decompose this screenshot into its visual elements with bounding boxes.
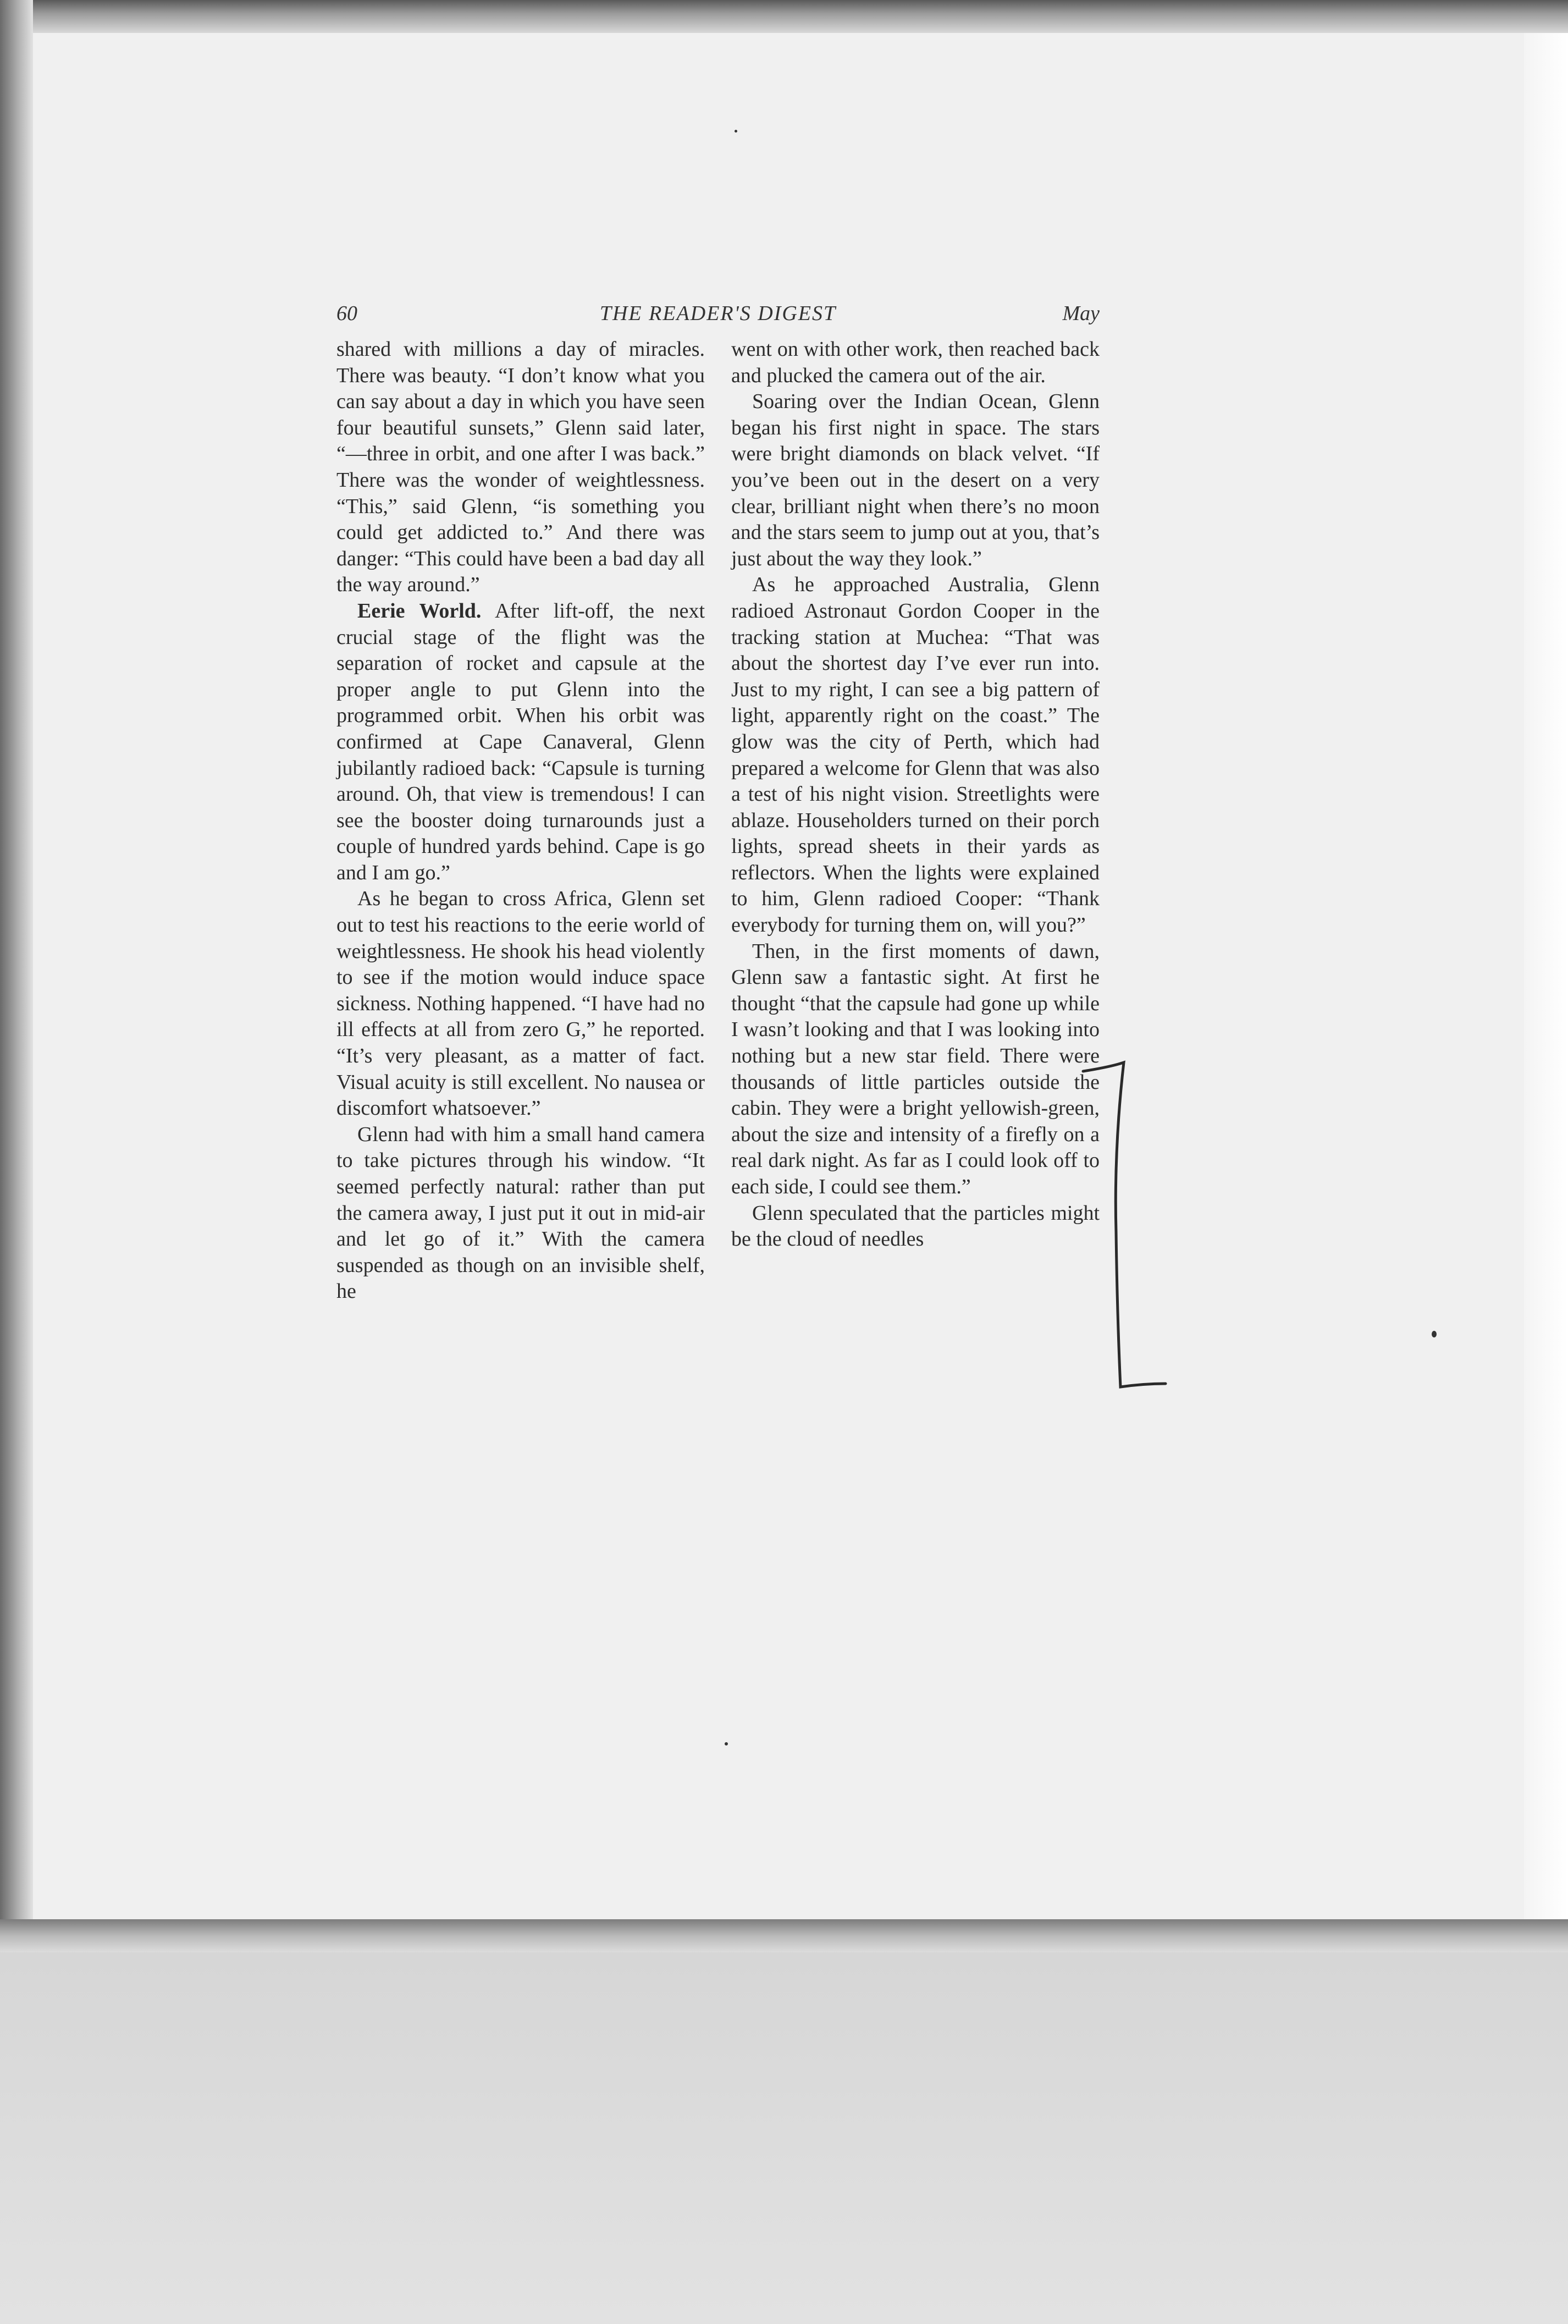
paragraph: Glenn had with him a small hand camera to take pictures through his window. “It seemed perfectly natural: rather than put the camera away, I just put it out in mid-air and let go of it.” With the camera suspended as though on an invisible shelf, he (336, 1122, 705, 1303)
page-number: 60 (336, 302, 357, 325)
scan-bottom-edge (0, 1919, 1568, 1952)
left-column (336, 337, 705, 1305)
paragraph: shared with millions a day of miracles. There was beauty. “I don’t know what you can say about a day in which you have seen four beautiful sunsets,” Glenn said later, “—three in orbit, and one after I was back.” There was the wonder of weightlessness. “This,” said Glenn, “is something you could get addicted to.” And there was danger: “This could have been a bad day all the way around.” (336, 338, 705, 597)
paragraph: Then, in the first moments of dawn, Glenn saw a fantastic sight. At first he thought “that the capsule had gone up while I wasn’t looking and that I was looking into nothing but a new star field. There were thousands of little particles outside the cabin. They were a bright yellowish-green, about the size and intensity of a firefly on a real dark night. As far as I could look off to each side, I could see them.” (731, 939, 1100, 1198)
scan-lower-area (0, 1952, 1568, 2324)
paragraph: As he began to cross Africa, Glenn set out to test his reactions to the eerie world of weightlessness. He shook his head violently to see if the motion would induce space sickness. Nothing happened. “I have had no ill effects at all from zero G,” he reported. “It’s very pleasant, as a matter of fact. Visual acuity is still excellent. No nausea or discomfort whatsoever.” (336, 887, 705, 1120)
magazine-title: THE READER'S DIGEST (599, 302, 837, 325)
margin-bracket-mark (1078, 1050, 1177, 1402)
scan-left-edge (0, 0, 33, 1947)
paragraph-text: After lift-off, the next crucial stage of the flight was the separation of rocket and capsule at the proper angle to put Glenn into the programmed orbit. When his orbit was confirmed at Cape Canaveral, Glenn jubilantly radioed back: “Capsule is turning around. Oh, that view is tremendous! I can see the booster doing turnarounds just a couple of hundred yards behind. Cape is go and I am go.” (336, 599, 705, 884)
paragraph: As he approached Australia, Glenn radioed Astronaut Gordon Cooper in the tracking station at Muchea: “That was about the shortest day I’ve ever run into. Just to my right, I can see a big pattern of light, apparently right on the coast.” The glow was the city of Perth, which had prepared a welcome for Glenn that was also a test of his night vision. Streetlights were ablaze. Householders turned on their porch lights, spread sheets in their yards as reflectors. When the lights were explained to him, Glenn radioed Cooper: “Thank everybody for turning them on, will you?” (731, 573, 1100, 937)
scan-right-edge (1524, 33, 1568, 1958)
paragraph: went on with other work, then reached back and plucked the camera out of the air. (731, 338, 1100, 387)
dust-speck (735, 130, 737, 133)
paragraph: Soaring over the Indian Ocean, Glenn began his first night in space. The stars were bright diamonds on black velvet. “If you’ve been out in the desert on a very clear, brilliant night when there’s no moon and the stars seem to jump out at you, that’s just about the way they look.” (731, 390, 1100, 570)
scan-top-edge (0, 0, 1568, 33)
right-column (731, 337, 1100, 1253)
section-heading-run-in: Eerie World. (357, 599, 482, 623)
issue-month: May (1062, 302, 1100, 325)
dust-speck (725, 1742, 728, 1745)
paragraph (336, 598, 705, 886)
paragraph: Glenn speculated that the particles might be the cloud of needles (731, 1201, 1100, 1251)
running-header (336, 297, 1100, 330)
dust-speck (1432, 1331, 1437, 1337)
